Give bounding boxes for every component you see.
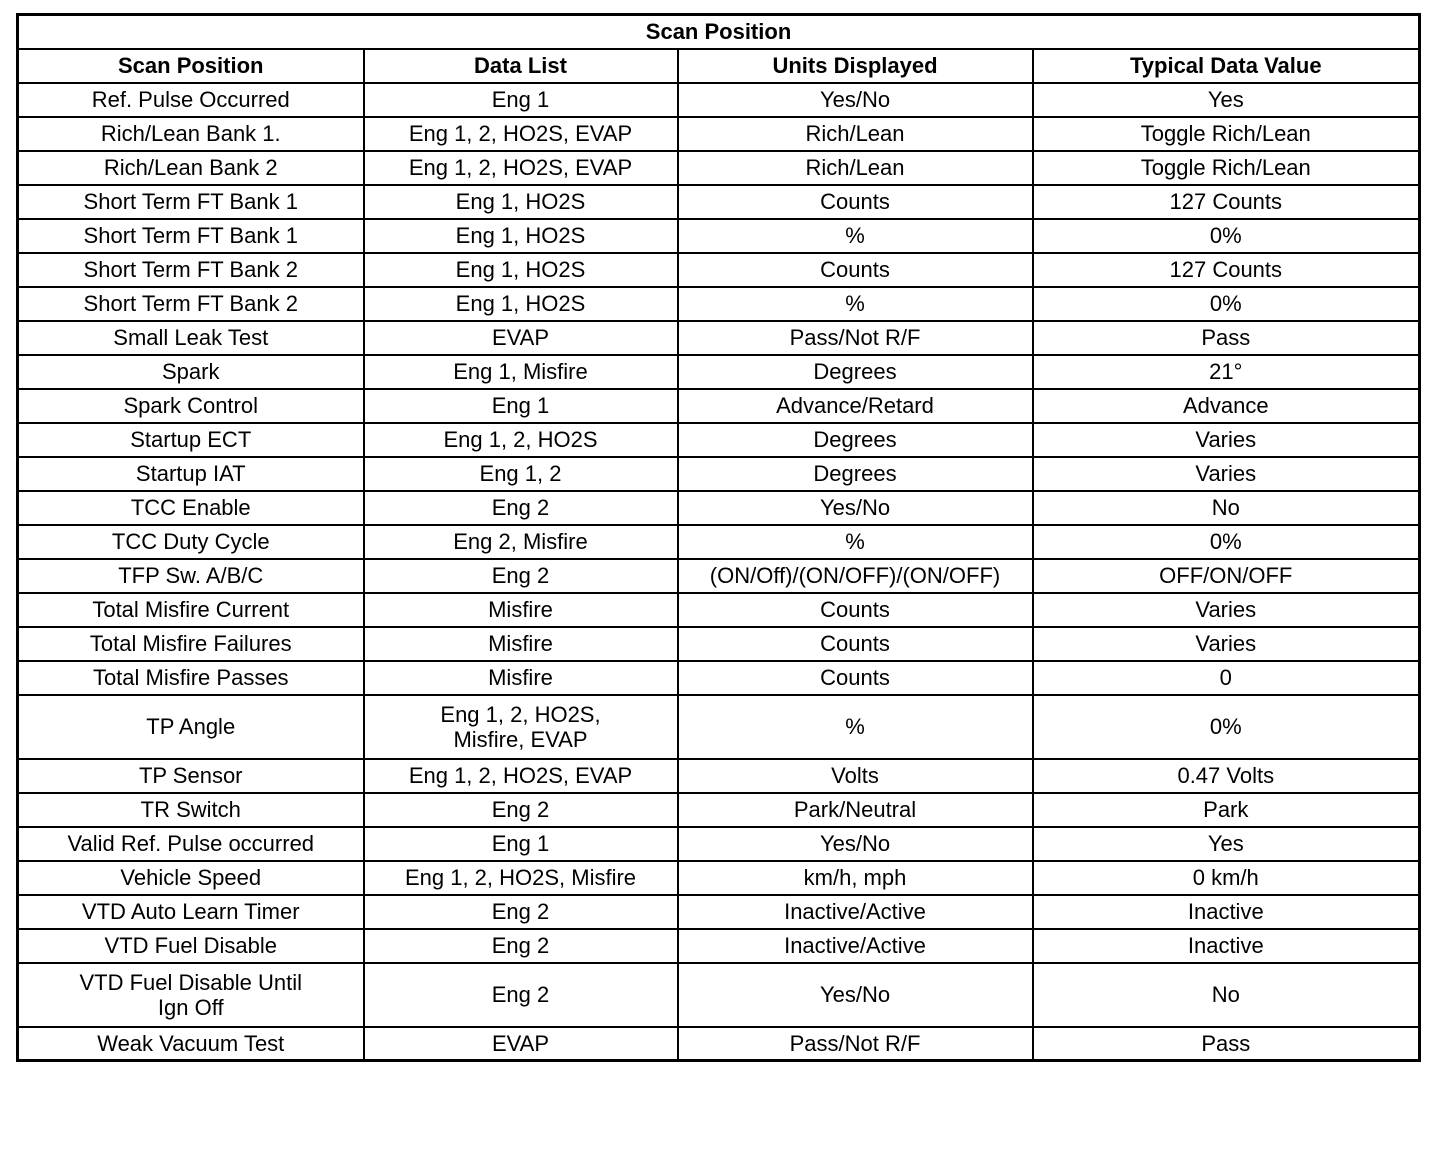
cell-units-displayed	[678, 491, 1033, 525]
cell-text: Degrees	[813, 427, 897, 452]
cell-typical-value	[1033, 83, 1420, 117]
header-typical-data-value: Typical Data Value	[1033, 49, 1420, 83]
cell-text: Eng 1, 2, HO2S, EVAP	[408, 155, 633, 180]
cell-text-line-2: Misfire, EVAP	[453, 726, 588, 752]
cell-data-list	[364, 389, 678, 423]
cell-units-displayed	[678, 593, 1033, 627]
cell-typical-value	[1033, 559, 1420, 593]
cell-typical-value	[1033, 861, 1420, 895]
table-row	[18, 1027, 1420, 1061]
cell-units-displayed	[678, 389, 1033, 423]
cell-text: Eng 2	[491, 933, 550, 958]
cell-scan-position	[18, 593, 364, 627]
cell-text: Eng 1, HO2S	[455, 257, 586, 282]
cell-scan-position	[18, 759, 364, 793]
header-units-displayed: Units Displayed	[678, 49, 1033, 83]
cell-units-displayed	[678, 457, 1033, 491]
cell-text: Total Misfire Current	[92, 597, 290, 622]
cell-text: Park/Neutral	[793, 797, 917, 822]
cell-text: Varies	[1195, 631, 1257, 656]
cell-text: 0%	[1209, 223, 1242, 248]
cell-data-list	[364, 287, 678, 321]
cell-units-displayed	[678, 321, 1033, 355]
cell-text: Rich/Lean	[805, 155, 905, 180]
cell-text: Total Misfire Passes	[92, 665, 289, 690]
cell-text: Spark	[162, 359, 220, 384]
cell-units-displayed	[678, 151, 1033, 185]
cell-data-list	[364, 861, 678, 895]
cell-text: Misfire	[488, 665, 553, 690]
cell-text: Total Misfire Failures	[89, 631, 292, 656]
cell-text: EVAP	[491, 1030, 550, 1056]
cell-text: Yes/No	[819, 495, 891, 520]
cell-text: Eng 1, 2, HO2S,	[440, 701, 601, 727]
cell-text: Eng 2	[491, 495, 550, 520]
cell-text: Small Leak Test	[113, 325, 269, 350]
cell-typical-value	[1033, 287, 1420, 321]
scan-position-table	[16, 13, 1421, 1062]
cell-data-list	[364, 253, 678, 287]
table-body	[18, 83, 1420, 1061]
cell-text: VTD Fuel Disable	[104, 933, 277, 958]
cell-text: Inactive	[1187, 933, 1264, 958]
cell-units-displayed	[678, 559, 1033, 593]
cell-scan-position	[18, 627, 364, 661]
cell-text: Inactive/Active	[784, 933, 926, 958]
cell-text: EVAP	[491, 325, 550, 350]
cell-text: TP Angle	[146, 714, 236, 739]
cell-data-list	[364, 593, 678, 627]
cell-typical-value	[1033, 117, 1420, 151]
table-caption-row	[18, 15, 1420, 49]
cell-scan-position	[18, 423, 364, 457]
table-header-row	[18, 49, 1420, 83]
table-row	[18, 695, 1420, 759]
cell-text: 0%	[1209, 291, 1242, 316]
cell-text: Eng 2	[491, 563, 550, 588]
cell-text: Rich/Lean	[805, 121, 905, 146]
cell-scan-position	[18, 457, 364, 491]
cell-typical-value	[1033, 389, 1420, 423]
cell-text: Counts	[820, 597, 890, 622]
cell-text: Ref. Pulse Occurred	[91, 87, 290, 112]
cell-text: Varies	[1195, 461, 1257, 486]
table-row	[18, 185, 1420, 219]
cell-text: Pass	[1201, 325, 1251, 350]
cell-data-list	[364, 695, 678, 759]
cell-data-list	[364, 457, 678, 491]
cell-text: Short Term FT Bank 2	[83, 257, 298, 282]
table-row	[18, 117, 1420, 151]
cell-units-displayed	[678, 117, 1033, 151]
cell-scan-position	[18, 827, 364, 861]
cell-text: Eng 2	[491, 899, 550, 924]
cell-text: 127 Counts	[1169, 257, 1283, 282]
cell-text: km/h, mph	[803, 865, 907, 890]
cell-units-displayed	[678, 895, 1033, 929]
cell-text: Advance	[1182, 393, 1269, 418]
cell-typical-value	[1033, 759, 1420, 793]
table-row	[18, 963, 1420, 1027]
cell-text: Weak Vacuum Test	[97, 1030, 285, 1056]
cell-typical-value	[1033, 355, 1420, 389]
cell-text: VTD Fuel Disable Until	[79, 969, 302, 995]
cell-text: Short Term FT Bank 1	[83, 189, 298, 214]
cell-units-displayed	[678, 963, 1033, 1027]
cell-text: Eng 1, HO2S	[455, 291, 586, 316]
cell-scan-position	[18, 559, 364, 593]
cell-text: 0%	[1209, 714, 1242, 739]
cell-text: 0 km/h	[1192, 865, 1259, 890]
cell-text: No	[1211, 982, 1240, 1007]
cell-text: Yes	[1207, 831, 1244, 856]
cell-text: Eng 2	[491, 797, 550, 822]
cell-units-displayed	[678, 525, 1033, 559]
cell-data-list	[364, 423, 678, 457]
cell-typical-value	[1033, 185, 1420, 219]
cell-units-displayed	[678, 861, 1033, 895]
table-row	[18, 559, 1420, 593]
cell-data-list	[364, 151, 678, 185]
cell-units-displayed	[678, 185, 1033, 219]
cell-text: Pass/Not R/F	[789, 325, 921, 350]
cell-units-displayed	[678, 355, 1033, 389]
cell-typical-value	[1033, 827, 1420, 861]
cell-scan-position	[18, 491, 364, 525]
cell-text: Inactive	[1187, 899, 1264, 924]
cell-units-displayed	[678, 929, 1033, 963]
cell-text: %	[845, 714, 865, 739]
table-row	[18, 287, 1420, 321]
cell-typical-value	[1033, 695, 1420, 759]
cell-typical-value	[1033, 253, 1420, 287]
table-row	[18, 423, 1420, 457]
cell-text: %	[845, 529, 865, 554]
cell-text: Eng 2	[491, 982, 550, 1007]
cell-data-list	[364, 525, 678, 559]
cell-typical-value	[1033, 793, 1420, 827]
cell-text: VTD Auto Learn Timer	[81, 899, 300, 924]
table-row	[18, 627, 1420, 661]
cell-text: Eng 1, 2, HO2S	[443, 427, 598, 452]
cell-typical-value	[1033, 627, 1420, 661]
cell-data-list	[364, 321, 678, 355]
table-row	[18, 253, 1420, 287]
cell-text: Counts	[820, 631, 890, 656]
cell-text: TR Switch	[140, 797, 241, 822]
cell-text: Startup ECT	[130, 427, 252, 452]
cell-text: Yes/No	[819, 982, 891, 1007]
cell-scan-position	[18, 287, 364, 321]
cell-text: %	[845, 223, 865, 248]
cell-text: Eng 1	[491, 393, 550, 418]
table-row	[18, 491, 1420, 525]
cell-text: Eng 1	[491, 87, 550, 112]
cell-typical-value	[1033, 219, 1420, 253]
table-row	[18, 827, 1420, 861]
cell-scan-position	[18, 525, 364, 559]
table-row	[18, 593, 1420, 627]
cell-text: Misfire	[488, 597, 553, 622]
cell-units-displayed	[678, 287, 1033, 321]
table-row	[18, 793, 1420, 827]
cell-text: TCC Enable	[130, 495, 251, 520]
cell-text: Volts	[831, 763, 879, 788]
cell-units-displayed	[678, 627, 1033, 661]
cell-scan-position	[18, 793, 364, 827]
cell-text: Counts	[820, 257, 890, 282]
cell-text: Eng 1, HO2S	[455, 223, 586, 248]
cell-text: Degrees	[813, 461, 897, 486]
cell-data-list	[364, 185, 678, 219]
cell-scan-position	[18, 253, 364, 287]
cell-scan-position	[18, 1027, 364, 1061]
table-caption: Scan Position	[18, 15, 1420, 49]
cell-data-list	[364, 117, 678, 151]
cell-scan-position	[18, 83, 364, 117]
cell-text: Degrees	[813, 359, 897, 384]
cell-typical-value	[1033, 661, 1420, 695]
cell-text: %	[845, 291, 865, 316]
cell-scan-position	[18, 151, 364, 185]
table-row	[18, 661, 1420, 695]
cell-typical-value	[1033, 491, 1420, 525]
cell-text: Yes/No	[819, 87, 891, 112]
cell-typical-value	[1033, 525, 1420, 559]
cell-data-list	[364, 559, 678, 593]
cell-data-list	[364, 355, 678, 389]
cell-text: Short Term FT Bank 1	[83, 223, 298, 248]
cell-units-displayed	[678, 219, 1033, 253]
header-data-list: Data List	[364, 49, 678, 83]
cell-text: Rich/Lean Bank 2	[103, 155, 278, 180]
cell-text: OFF/ON/OFF	[1159, 563, 1293, 588]
cell-typical-value	[1033, 593, 1420, 627]
cell-text: Eng 1, Misfire	[453, 359, 588, 384]
cell-scan-position	[18, 861, 364, 895]
cell-typical-value	[1033, 423, 1420, 457]
table-row	[18, 389, 1420, 423]
cell-units-displayed	[678, 83, 1033, 117]
cell-text: Eng 1, 2, HO2S, EVAP	[408, 763, 633, 788]
cell-data-list	[364, 963, 678, 1027]
cell-text: Yes	[1207, 87, 1244, 112]
cell-data-list	[364, 759, 678, 793]
cell-text: No	[1211, 495, 1240, 520]
cell-units-displayed	[678, 1027, 1033, 1061]
cell-units-displayed	[678, 661, 1033, 695]
table-row	[18, 861, 1420, 895]
cell-units-displayed	[678, 827, 1033, 861]
cell-scan-position	[18, 219, 364, 253]
cell-units-displayed	[678, 253, 1033, 287]
cell-scan-position	[18, 963, 364, 1027]
table-row	[18, 355, 1420, 389]
cell-scan-position	[18, 389, 364, 423]
cell-text: Varies	[1195, 597, 1257, 622]
table-row	[18, 759, 1420, 793]
cell-text: 0	[1219, 665, 1232, 690]
cell-text: Pass/Not R/F	[789, 1030, 921, 1056]
cell-text: Park	[1203, 797, 1249, 822]
cell-text: Vehicle Speed	[120, 865, 262, 890]
cell-data-list	[364, 827, 678, 861]
cell-text: 21°	[1209, 359, 1243, 384]
cell-units-displayed	[678, 423, 1033, 457]
cell-text: Eng 1, 2	[479, 461, 562, 486]
cell-data-list	[364, 929, 678, 963]
cell-data-list	[364, 627, 678, 661]
cell-scan-position	[18, 117, 364, 151]
cell-text: Spark Control	[123, 393, 258, 418]
cell-text-line-2: Ign Off	[157, 994, 224, 1020]
cell-text: Misfire	[488, 631, 553, 656]
cell-scan-position	[18, 661, 364, 695]
cell-data-list	[364, 895, 678, 929]
cell-data-list	[364, 83, 678, 117]
cell-text: Eng 1	[491, 831, 550, 856]
cell-text: Startup IAT	[135, 461, 246, 486]
cell-typical-value	[1033, 929, 1420, 963]
table-row	[18, 219, 1420, 253]
cell-text: Pass	[1201, 1030, 1251, 1056]
cell-typical-value	[1033, 321, 1420, 355]
cell-text: Eng 1, 2, HO2S, EVAP	[408, 121, 633, 146]
cell-text: 0.47 Volts	[1177, 763, 1275, 788]
cell-units-displayed	[678, 793, 1033, 827]
table-row	[18, 895, 1420, 929]
cell-text: Inactive/Active	[784, 899, 926, 924]
cell-scan-position	[18, 321, 364, 355]
cell-data-list	[364, 491, 678, 525]
cell-text: Counts	[820, 189, 890, 214]
cell-text: Eng 1, 2, HO2S, Misfire	[404, 865, 637, 890]
cell-typical-value	[1033, 151, 1420, 185]
cell-scan-position	[18, 895, 364, 929]
cell-text: Toggle Rich/Lean	[1140, 121, 1311, 146]
cell-units-displayed	[678, 759, 1033, 793]
table-row	[18, 151, 1420, 185]
cell-text: Rich/Lean Bank 1.	[100, 121, 281, 146]
cell-text: Toggle Rich/Lean	[1140, 155, 1311, 180]
cell-text: Eng 2, Misfire	[453, 529, 588, 554]
cell-text: TP Sensor	[138, 763, 243, 788]
cell-data-list	[364, 661, 678, 695]
cell-text: 127 Counts	[1169, 189, 1283, 214]
cell-text: TFP Sw. A/B/C	[118, 563, 264, 588]
table-row	[18, 83, 1420, 117]
cell-typical-value	[1033, 457, 1420, 491]
cell-text: 0%	[1209, 529, 1242, 554]
cell-typical-value	[1033, 1027, 1420, 1061]
table-row	[18, 321, 1420, 355]
cell-data-list	[364, 793, 678, 827]
cell-text: Yes/No	[819, 831, 891, 856]
cell-scan-position	[18, 695, 364, 759]
cell-text: Advance/Retard	[776, 393, 934, 418]
cell-typical-value	[1033, 895, 1420, 929]
cell-scan-position	[18, 355, 364, 389]
cell-text: Eng 1, HO2S	[455, 189, 586, 214]
cell-scan-position	[18, 929, 364, 963]
table-row	[18, 929, 1420, 963]
cell-text: Counts	[820, 665, 890, 690]
header-scan-position: Scan Position	[18, 49, 364, 83]
cell-units-displayed	[678, 695, 1033, 759]
cell-scan-position	[18, 185, 364, 219]
cell-typical-value	[1033, 963, 1420, 1027]
table-row	[18, 525, 1420, 559]
cell-data-list	[364, 1027, 678, 1061]
cell-text: Short Term FT Bank 2	[83, 291, 298, 316]
cell-text: Varies	[1195, 427, 1257, 452]
table-row	[18, 457, 1420, 491]
cell-text: Valid Ref. Pulse occurred	[67, 831, 315, 856]
cell-text: (ON/Off)/(ON/OFF)/(ON/OFF)	[709, 563, 1001, 588]
cell-text: TCC Duty Cycle	[111, 529, 270, 554]
cell-data-list	[364, 219, 678, 253]
